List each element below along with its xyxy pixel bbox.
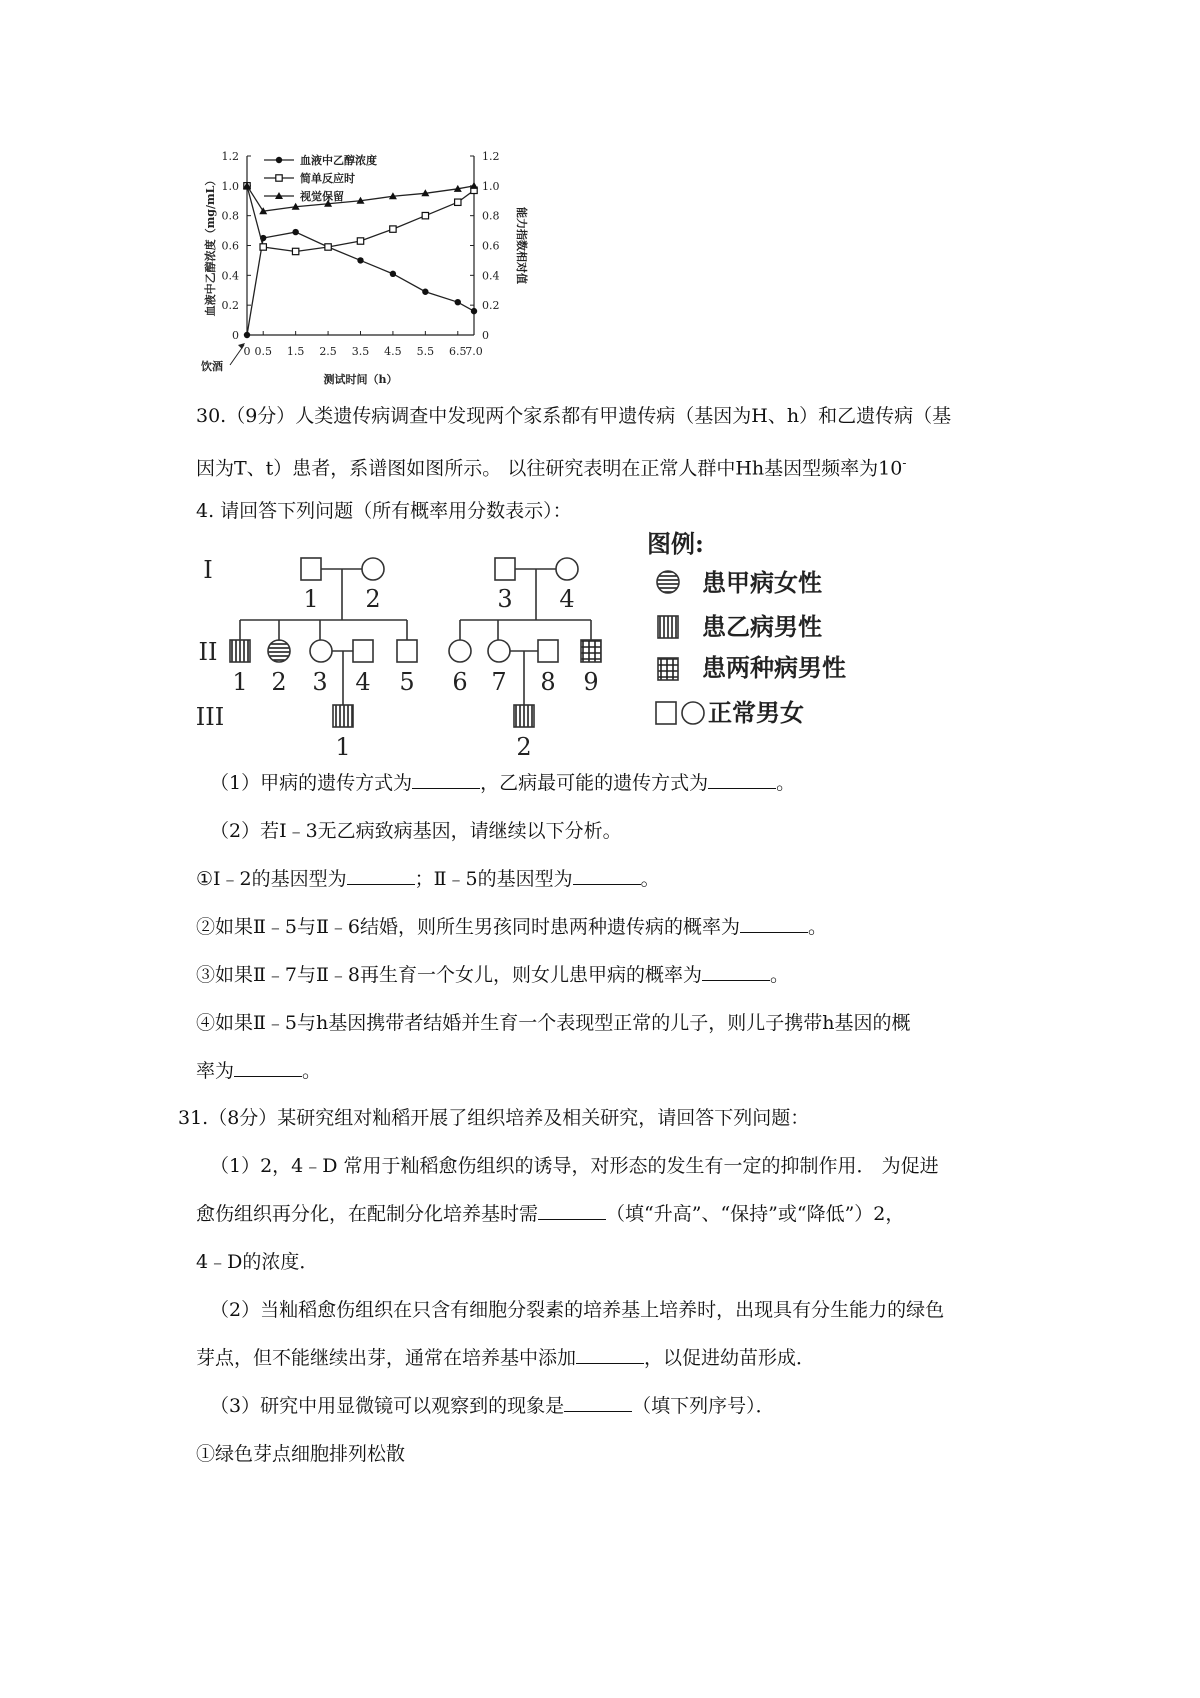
pedigree-II8-male (538, 640, 558, 662)
label-I1: 1 (303, 585, 319, 613)
label-II7: 7 (491, 668, 507, 696)
x-tick-label: 0.5 (254, 345, 272, 358)
x-annotation-label: 饮酒 (201, 360, 223, 373)
label-III2: 2 (516, 733, 532, 761)
pedigree-diagram (190, 530, 890, 770)
answer-blank[interactable] (740, 916, 808, 933)
pedigree-III1-male-disease-b (333, 705, 353, 727)
answer-blank[interactable] (347, 868, 415, 885)
answer-blank[interactable] (412, 772, 480, 789)
legend-both-diseases-male-icon (658, 658, 678, 680)
q30-c4: ④如果Ⅱ﹣5与h基因携带者结婚并生育一个表现型正常的儿子，则儿子携带h基因的概 (196, 1012, 911, 1034)
pedigree-I2-female (362, 558, 384, 580)
q30-sup: - (902, 456, 907, 470)
pedigree-II4-male (353, 640, 373, 662)
label-II8: 8 (540, 668, 556, 696)
legend-marker-reaction (276, 175, 282, 181)
legend-disease-b-male-icon (658, 616, 678, 638)
x-axis-label: 测试时间（h） (323, 373, 398, 386)
y-axis-label-right: 能力指数相对值 (515, 207, 528, 284)
y-tick-label-right: 0.2 (482, 299, 500, 313)
answer-blank[interactable] (564, 1395, 632, 1412)
answer-blank[interactable] (708, 772, 776, 789)
q31-s3: （3）研究中用显微镜可以观察到的现象是 （填下列序号）． (210, 1395, 775, 1417)
label-I2: 2 (365, 585, 381, 613)
q30-c2: ②如果Ⅱ﹣5与Ⅱ﹣6结婚，则所生男孩同时患两种遗传病的概率为 。 (196, 916, 828, 938)
gen-label-II: II (198, 638, 218, 666)
x-tick-label: 7.0 (465, 345, 483, 358)
answer-blank[interactable] (573, 868, 641, 885)
data-point-reaction (260, 244, 266, 250)
label-II9: 9 (583, 668, 599, 696)
legend-title: 图例: (647, 530, 704, 558)
y-tick-label-right: 1.0 (482, 179, 500, 193)
legend-label-3: 视觉保留 (300, 190, 344, 203)
data-point-ethanol (357, 257, 363, 263)
q31-s2a: （2）当籼稻愈伤组织在只含有细胞分裂素的培养基上培养时，出现具有分生能力的绿色 (210, 1299, 945, 1321)
pedigree-II1-male-disease-b (230, 640, 250, 662)
x-tick-label: 6.5 (449, 345, 467, 358)
q31-opt1: ①绿色芽点细胞排列松散 (196, 1443, 406, 1465)
q31-s1a: （1）2，4﹣D 常用于籼稻愈伤组织的诱导，对形态的发生有一定的抑制作用． 为促进 (210, 1155, 939, 1177)
q30-c3: ③如果Ⅱ﹣7与Ⅱ﹣8再生育一个女儿，则女儿患甲病的概率为 。 (196, 964, 790, 986)
answer-blank[interactable] (702, 964, 770, 981)
label-III1: 1 (335, 733, 351, 761)
data-point-ethanol (390, 271, 396, 277)
legend-disease-a-female-icon (657, 571, 679, 593)
legend-normal-male-icon (656, 702, 676, 724)
y-axis-label-left: 血液中乙醇浓度（mg/mL） (204, 174, 217, 317)
label-II2: 2 (271, 668, 287, 696)
q31-s1b: 愈伤组织再分化，在配制分化培养基时需 （填“升高”、“保持”或“降低”）2， (196, 1203, 905, 1225)
label-II1: 1 (232, 668, 248, 696)
pedigree-I1-male (301, 558, 321, 580)
data-point-ethanol (455, 299, 461, 305)
q30-sub2: （2）若Ⅰ﹣3无乙病致病基因，请继续以下分析。 (210, 820, 622, 842)
y-tick-label-right: 0.6 (482, 239, 500, 253)
q30-line2: 因为T、t）患者，系谱图如图所示。 以往研究表明在正常人群中Hh基因型频率为10- (196, 456, 907, 480)
x-tick-label: 5.5 (416, 345, 435, 358)
pedigree-II6-female (449, 640, 471, 662)
pedigree-legend (647, 530, 846, 727)
y-tick-label-left: 0.8 (221, 209, 239, 223)
label-II3: 3 (312, 668, 328, 696)
y-tick-label-left: 0 (232, 329, 239, 342)
pedigree-II5-male (397, 640, 417, 662)
line-chart (200, 150, 530, 395)
data-point-reaction (455, 199, 461, 205)
x-tick-label: 2.5 (319, 345, 337, 358)
legend-normal-female-icon (682, 702, 704, 724)
y-tick-label-right: 0.8 (482, 209, 500, 223)
legend-item-4: 正常男女 (708, 698, 804, 727)
pedigree-II3-female (310, 640, 332, 662)
legend-item-2: 患乙病男性 (702, 612, 822, 641)
pedigree-I3-male (495, 558, 515, 580)
q30-c1: ①Ⅰ﹣2的基因型为 ；Ⅱ﹣5的基因型为 。 (196, 868, 660, 890)
label-II6: 6 (452, 668, 468, 696)
pedigree-II2-female-disease-a (268, 640, 290, 662)
y-tick-label-right: 0 (482, 329, 489, 342)
label-II5: 5 (399, 668, 415, 696)
data-point-reaction (325, 244, 331, 250)
q30-line1: 30.（9分）人类遗传病调查中发现两个家系都有甲遗传病（基因为H、h）和乙遗传病（基 (196, 405, 952, 427)
label-I3: 3 (497, 585, 513, 613)
data-point-visual (470, 182, 478, 189)
pedigree-I4-female (556, 558, 578, 580)
data-point-reaction (357, 238, 363, 244)
gen-label-I: I (203, 556, 213, 584)
pedigree-II7-female (488, 640, 510, 662)
legend-label-1: 血液中乙醇浓度 (300, 154, 377, 167)
y-tick-label-left: 0.4 (221, 269, 239, 283)
data-point-ethanol (292, 229, 298, 235)
legend-item-3: 患两种病男性 (702, 653, 846, 682)
q31-s1c: 4﹣D的浓度． (196, 1251, 319, 1273)
y-tick-label-left: 0.6 (221, 239, 239, 253)
x-tick-label: 0 (243, 345, 251, 358)
x-tick-label: 1.5 (286, 345, 305, 358)
y-tick-label-left: 1.0 (221, 179, 239, 193)
answer-blank[interactable] (538, 1203, 606, 1220)
q31-line1: 31.（8分）某研究组对籼稻开展了组织培养及相关研究，请回答下列问题： (178, 1107, 810, 1129)
label-I4: 4 (559, 585, 575, 613)
x-tick-label: 4.5 (384, 345, 402, 358)
data-point-ethanol (471, 308, 477, 314)
q30-line3: 4. 请回答下列问题（所有概率用分数表示）： (196, 500, 572, 522)
data-point-reaction (292, 248, 298, 254)
q30-sub1: （1）甲病的遗传方式为 ，乙病最可能的遗传方式为 。 (210, 772, 796, 794)
data-point-ethanol (244, 332, 250, 338)
data-point-reaction (422, 212, 428, 218)
label-II4: 4 (355, 668, 371, 696)
q30-c4b: 率为 。 (196, 1060, 322, 1082)
y-tick-label-right: 1.2 (482, 150, 500, 163)
series-line-1 (247, 232, 474, 335)
legend-item-1: 患甲病女性 (702, 568, 822, 597)
data-point-ethanol (422, 289, 428, 295)
answer-blank[interactable] (576, 1347, 644, 1364)
gen-label-III: III (195, 703, 225, 731)
legend-marker-ethanol (276, 157, 282, 163)
answer-blank[interactable] (234, 1060, 302, 1077)
data-point-reaction (390, 226, 396, 232)
pedigree-III2-male-disease-b (514, 705, 534, 727)
y-tick-label-left: 0.2 (221, 299, 239, 313)
pedigree-II9-male-both-diseases (581, 640, 601, 662)
y-tick-label-right: 0.4 (482, 269, 500, 283)
x-tick-label: 3.5 (351, 345, 370, 358)
legend-label-2: 简单反应时 (300, 172, 355, 185)
y-tick-label-left: 1.2 (221, 150, 239, 163)
q31-s2b: 芽点，但不能继续出芽，通常在培养基中添加 ，以促进幼苗形成． (196, 1347, 816, 1369)
